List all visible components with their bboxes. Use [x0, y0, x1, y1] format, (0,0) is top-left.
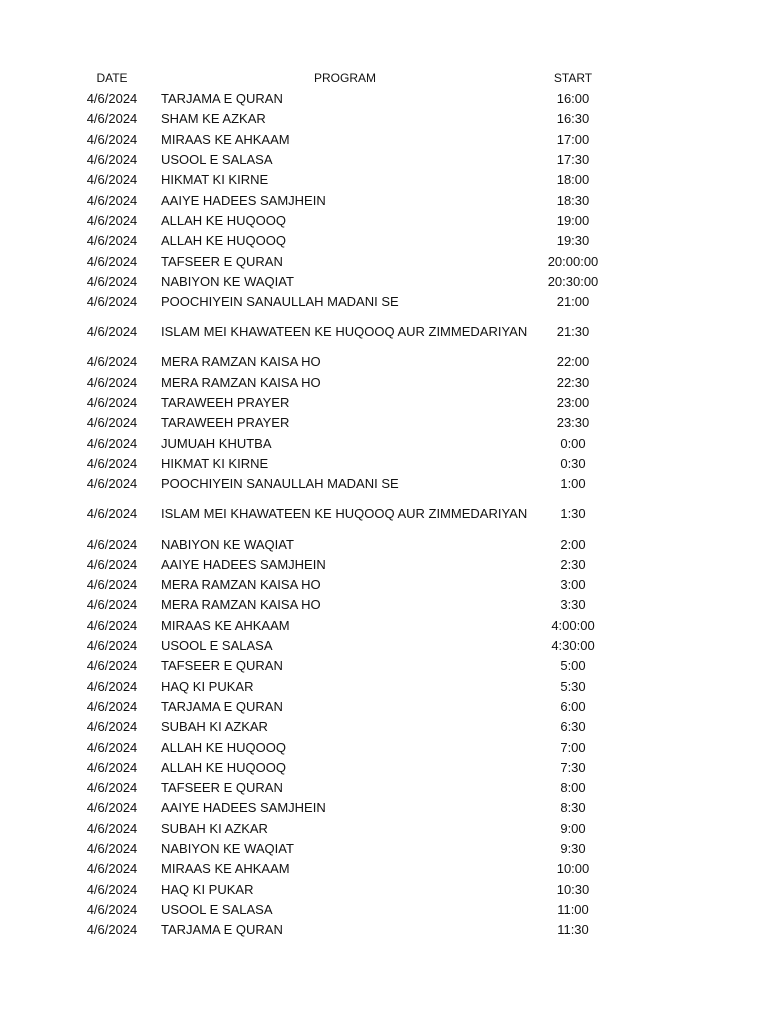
date-cell: 4/6/2024 [86, 719, 138, 735]
start-cell: 7:00 [560, 739, 586, 755]
date-cell: 4/6/2024 [86, 739, 138, 755]
program-cell: TAFSEER E QURAN [161, 780, 283, 796]
table-row [0, 677, 768, 697]
program-cell: HAQ KI PUKAR [161, 881, 254, 897]
table-row [0, 880, 768, 900]
program-cell: ALLAH KE HUQOOQ [161, 233, 286, 249]
program-cell: TARJAMA E QURAN [161, 922, 283, 938]
table-row [0, 352, 768, 372]
program-cell: SUBAH KI AZKAR [161, 820, 268, 836]
table-row [0, 697, 768, 717]
date-cell: 4/6/2024 [86, 233, 138, 249]
start-cell: 23:30 [556, 415, 590, 431]
program-cell: TARAWEEH PRAYER [161, 415, 290, 431]
date-cell: 4/6/2024 [86, 253, 138, 269]
program-cell: AAIYE HADEES SAMJHEIN [161, 800, 326, 816]
date-cell: 4/6/2024 [86, 131, 138, 147]
program-cell: SHAM KE AZKAR [161, 111, 266, 127]
start-cell: 16:00 [556, 91, 590, 107]
date-cell: 4/6/2024 [86, 91, 138, 107]
date-cell: 4/6/2024 [86, 273, 138, 289]
table-row [0, 758, 768, 778]
program-cell: NABIYON KE WAQIAT [161, 273, 294, 289]
program-cell: USOOL E SALASA [161, 638, 273, 654]
table-row [0, 211, 768, 231]
program-cell: USOOL E SALASA [161, 901, 273, 917]
table-row [0, 434, 768, 454]
table-row [0, 89, 768, 109]
program-cell: HIKMAT KI KIRNE [161, 455, 269, 471]
program-cell: POOCHIYEIN SANAULLAH MADANI SE [161, 294, 399, 310]
table-row [0, 575, 768, 595]
start-cell: 4:30:00 [551, 638, 595, 654]
program-cell: MERA RAMZAN KAISA HO [161, 374, 321, 390]
start-cell: 20:00:00 [547, 253, 599, 269]
table-row [0, 109, 768, 129]
program-cell: NABIYON KE WAQIAT [161, 536, 294, 552]
start-cell: 2:30 [560, 556, 586, 572]
start-cell: 21:30 [556, 324, 590, 340]
table-row [0, 555, 768, 575]
start-column-header: START [553, 71, 593, 85]
date-cell: 4/6/2024 [86, 861, 138, 877]
start-cell: 3:00 [560, 577, 586, 593]
date-cell: 4/6/2024 [86, 678, 138, 694]
start-cell: 6:00 [560, 698, 586, 714]
start-cell: 7:30 [560, 759, 586, 775]
date-cell: 4/6/2024 [86, 455, 138, 471]
date-cell: 4/6/2024 [86, 172, 138, 188]
date-cell: 4/6/2024 [86, 435, 138, 451]
date-cell: 4/6/2024 [86, 536, 138, 552]
date-cell: 4/6/2024 [86, 638, 138, 654]
start-cell: 10:00 [556, 861, 590, 877]
start-cell: 2:00 [560, 536, 586, 552]
program-cell: MERA RAMZAN KAISA HO [161, 597, 321, 613]
start-cell: 5:30 [560, 678, 586, 694]
start-cell: 23:00 [556, 395, 590, 411]
table-row [0, 636, 768, 656]
date-cell: 4/6/2024 [86, 820, 138, 836]
start-cell: 5:00 [560, 658, 586, 674]
date-column-header: DATE [96, 71, 128, 85]
start-cell: 19:00 [556, 212, 590, 228]
table-row [0, 819, 768, 839]
table-row [0, 272, 768, 292]
program-cell: ALLAH KE HUQOOQ [161, 212, 286, 228]
program-cell: SUBAH KI AZKAR [161, 719, 268, 735]
start-cell: 18:30 [556, 192, 590, 208]
date-cell: 4/6/2024 [86, 415, 138, 431]
start-cell: 16:30 [556, 111, 590, 127]
table-row [0, 191, 768, 211]
start-cell: 9:00 [560, 820, 586, 836]
program-cell: ISLAM MEI KHAWATEEN KE HUQOOQ AUR ZIMMEDARIYAN [161, 324, 528, 340]
date-cell: 4/6/2024 [86, 922, 138, 938]
program-cell: AAIYE HADEES SAMJHEIN [161, 556, 326, 572]
program-cell: TARJAMA E QURAN [161, 91, 283, 107]
table-row [0, 252, 768, 272]
table-row [0, 535, 768, 555]
date-cell: 4/6/2024 [86, 577, 138, 593]
date-cell: 4/6/2024 [86, 324, 138, 340]
table-row [0, 798, 768, 818]
table-row [0, 150, 768, 170]
program-cell: USOOL E SALASA [161, 152, 273, 168]
start-cell: 17:00 [556, 131, 590, 147]
program-cell: ISLAM MEI KHAWATEEN KE HUQOOQ AUR ZIMMEDARIYAN [161, 506, 528, 522]
start-cell: 10:30 [556, 881, 590, 897]
date-cell: 4/6/2024 [86, 354, 138, 370]
table-row [0, 413, 768, 433]
start-cell: 9:30 [560, 841, 586, 857]
program-cell: TARJAMA E QURAN [161, 698, 283, 714]
program-cell: MIRAAS KE AHKAAM [161, 131, 290, 147]
start-cell: 22:30 [556, 374, 590, 390]
start-cell: 0:00 [560, 435, 586, 451]
date-cell: 4/6/2024 [86, 780, 138, 796]
table-row [0, 474, 768, 494]
program-cell: TARAWEEH PRAYER [161, 395, 290, 411]
start-cell: 21:00 [556, 294, 590, 310]
date-cell: 4/6/2024 [86, 192, 138, 208]
start-cell: 11:30 [557, 922, 589, 938]
date-cell: 4/6/2024 [86, 111, 138, 127]
program-cell: AAIYE HADEES SAMJHEIN [161, 192, 326, 208]
table-row [0, 738, 768, 758]
date-cell: 4/6/2024 [86, 901, 138, 917]
table-row [0, 322, 768, 342]
start-cell: 1:00 [560, 476, 586, 492]
table-row [0, 170, 768, 190]
table-row [0, 656, 768, 676]
date-cell: 4/6/2024 [86, 841, 138, 857]
table-row [0, 778, 768, 798]
table-row [0, 130, 768, 150]
table-row [0, 292, 768, 312]
program-cell: TAFSEER E QURAN [161, 658, 283, 674]
start-cell: 20:30:00 [547, 273, 599, 289]
table-row [0, 859, 768, 879]
date-cell: 4/6/2024 [86, 374, 138, 390]
program-cell: HIKMAT KI KIRNE [161, 172, 269, 188]
table-row [0, 504, 768, 524]
table-row [0, 595, 768, 615]
start-cell: 19:30 [556, 233, 590, 249]
program-cell: HAQ KI PUKAR [161, 678, 254, 694]
start-cell: 0:30 [560, 455, 586, 471]
date-cell: 4/6/2024 [86, 881, 138, 897]
table-row [0, 231, 768, 251]
start-cell: 8:30 [560, 800, 586, 816]
start-cell: 17:30 [556, 152, 590, 168]
program-cell: ALLAH KE HUQOOQ [161, 739, 286, 755]
table-row [0, 393, 768, 413]
date-cell: 4/6/2024 [86, 152, 138, 168]
start-cell: 22:00 [556, 354, 590, 370]
date-cell: 4/6/2024 [86, 556, 138, 572]
start-cell: 1:30 [560, 506, 586, 522]
date-cell: 4/6/2024 [86, 698, 138, 714]
table-row [0, 616, 768, 636]
table-row [0, 454, 768, 474]
program-cell: ALLAH KE HUQOOQ [161, 759, 286, 775]
date-cell: 4/6/2024 [86, 759, 138, 775]
start-cell: 3:30 [560, 597, 586, 613]
date-cell: 4/6/2024 [86, 395, 138, 411]
program-cell: NABIYON KE WAQIAT [161, 841, 294, 857]
table-row [0, 920, 768, 940]
start-cell: 4:00:00 [551, 617, 595, 633]
start-cell: 18:00 [556, 172, 590, 188]
table-row [0, 717, 768, 737]
program-cell: MIRAAS KE AHKAAM [161, 617, 290, 633]
date-cell: 4/6/2024 [86, 800, 138, 816]
header-row [0, 68, 768, 88]
program-cell: TAFSEER E QURAN [161, 253, 283, 269]
date-cell: 4/6/2024 [86, 617, 138, 633]
program-column-header: PROGRAM [313, 71, 376, 85]
date-cell: 4/6/2024 [86, 658, 138, 674]
start-cell: 6:30 [560, 719, 586, 735]
start-cell: 8:00 [560, 780, 586, 796]
date-cell: 4/6/2024 [86, 597, 138, 613]
table-row [0, 839, 768, 859]
start-cell: 11:00 [557, 901, 589, 917]
table-row [0, 373, 768, 393]
program-cell: MERA RAMZAN KAISA HO [161, 577, 321, 593]
date-cell: 4/6/2024 [86, 506, 138, 522]
program-cell: POOCHIYEIN SANAULLAH MADANI SE [161, 476, 399, 492]
date-cell: 4/6/2024 [86, 476, 138, 492]
program-cell: MIRAAS KE AHKAAM [161, 861, 290, 877]
date-cell: 4/6/2024 [86, 294, 138, 310]
program-cell: MERA RAMZAN KAISA HO [161, 354, 321, 370]
date-cell: 4/6/2024 [86, 212, 138, 228]
program-cell: JUMUAH KHUTBA [161, 435, 272, 451]
table-row [0, 900, 768, 920]
